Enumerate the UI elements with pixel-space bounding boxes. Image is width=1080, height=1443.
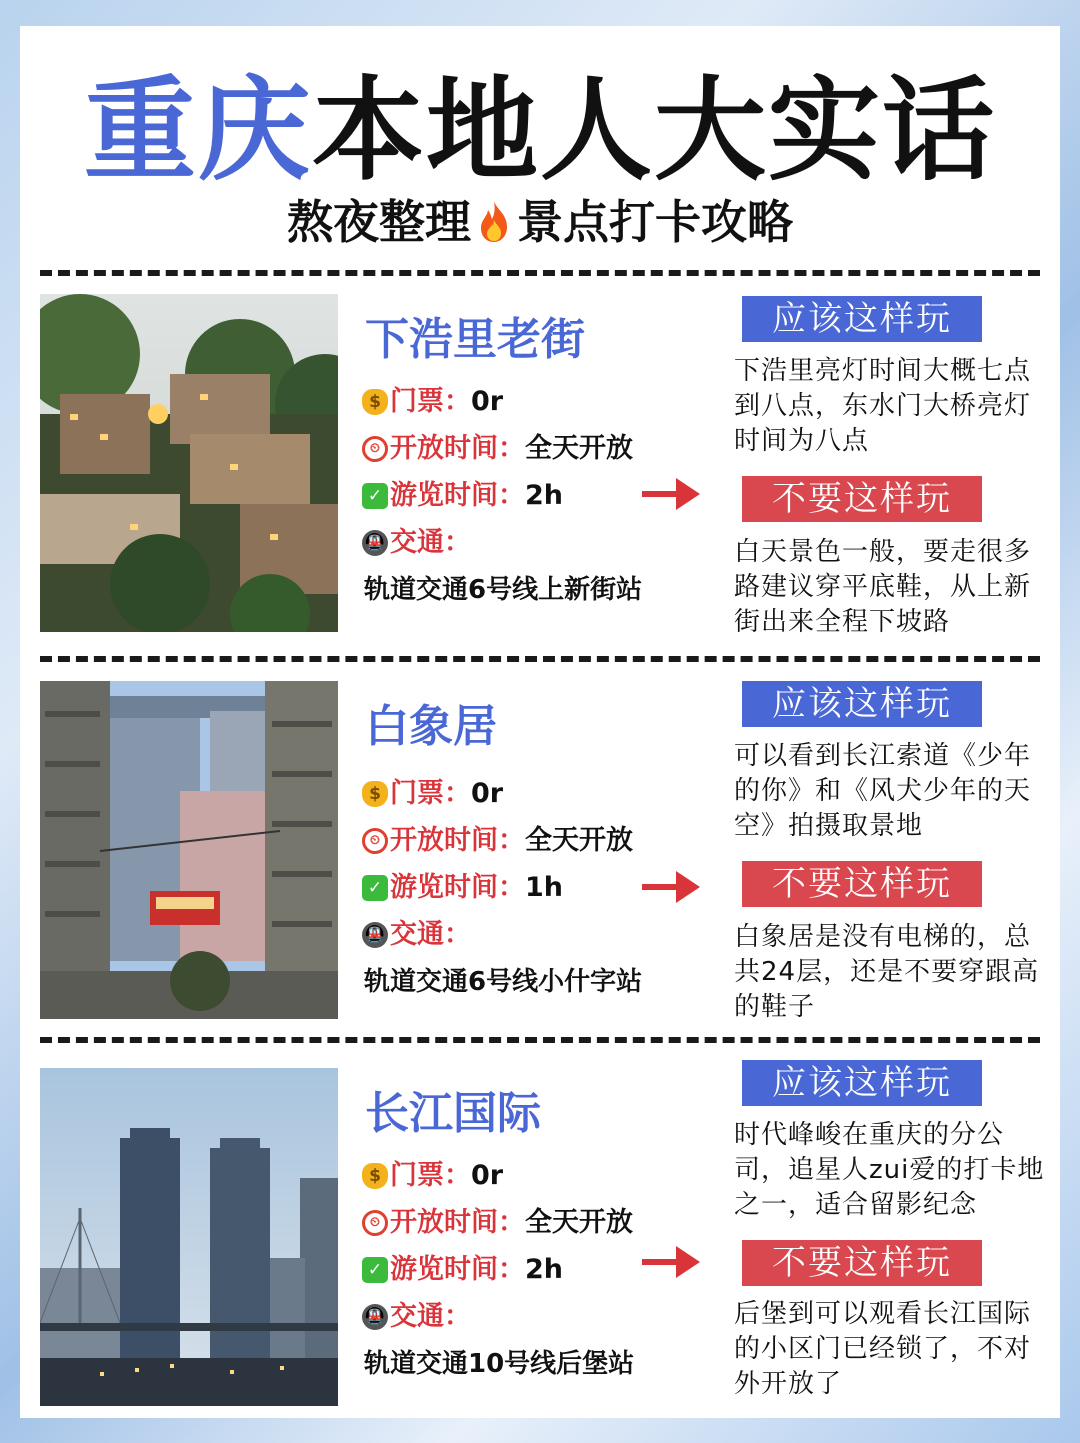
duration-value: 2h [525,1254,564,1285]
duration-label: 游览时间： [390,1254,525,1285]
page-title [20,66,1060,196]
metro-icon: 🚇 [362,530,388,556]
transit-row [362,525,471,561]
money-bag-icon: $ [362,781,388,807]
duration-value: 1h [525,872,564,903]
transit-value: 轨道交通6号线上新街站 [364,575,643,605]
transit-label: 交通： [390,527,471,558]
bad-tag: 不要这样玩 [742,1240,982,1286]
transit-value: 轨道交通10号线后堡站 [364,1349,635,1379]
hours-row [362,1205,633,1241]
divider-1 [40,656,1040,662]
page-subtitle [20,192,1060,252]
divider-2 [40,1037,1040,1043]
fire-icon [471,198,517,244]
ticket-row [362,776,503,812]
subtitle-part-b: 景点打卡攻略 [517,195,793,249]
good-description: 下浩里亮灯时间大概七点到八点，东水门大桥亮灯时间为八点 [734,356,1032,456]
hours-value: 全天开放 [525,1207,633,1238]
ticket-label: 门票： [390,386,471,417]
transit-row [362,1299,471,1335]
duration-row [362,870,563,906]
transit-label: 交通： [390,919,471,950]
metro-icon: 🚇 [362,922,388,948]
hours-label: 开放时间： [390,433,525,464]
bad-description: 白象居是没有电梯的，总共24层，还是不要穿跟高的鞋子 [734,922,1040,1022]
spot-photo-xiahaoli [40,294,338,632]
money-bag-icon: $ [362,389,388,415]
bad-tag: 不要这样玩 [742,861,982,907]
transit-label: 交通： [390,1301,471,1332]
spot-section-1 [20,294,1060,639]
guide-card [20,26,1060,1418]
spot-name: 长江国际 [365,1088,541,1139]
hours-label: 开放时间： [390,825,525,856]
hours-value: 全天开放 [525,825,633,856]
alarm-clock-icon: ⏲ [362,436,388,462]
hours-label: 开放时间： [390,1207,525,1238]
title-city: 重庆 [84,66,312,196]
divider-top [40,270,1040,276]
ticket-label: 门票： [390,1160,471,1191]
duration-label: 游览时间： [390,872,525,903]
ticket-value: 0r [471,778,504,809]
alarm-clock-icon: ⏲ [362,1210,388,1236]
duration-value: 2h [525,480,564,511]
bad-description: 后堡到可以观看长江国际的小区门已经锁了，不对外开放了 [734,1299,1032,1399]
spot-photo-changjiang-guoji [40,1068,338,1406]
title-main: 本地人大实话 [312,66,996,196]
transit-value: 轨道交通6号线小什字站 [364,967,643,997]
hours-row [362,431,633,467]
spot-photo-baixiangju [40,681,338,1019]
ticket-row [362,1158,503,1194]
check-mark-icon: ✓ [362,875,388,901]
ticket-row [362,384,503,420]
money-bag-icon: $ [362,1163,388,1189]
arrow-right-icon [640,474,704,514]
spot-section-3 [20,1063,1060,1413]
ticket-value: 0r [471,1160,504,1191]
bad-description: 白天景色一般，要走很多路建议穿平底鞋，从上新街出来全程下坡路 [734,537,1032,637]
good-description: 可以看到长江索道《少年的你》和《风犬少年的天空》拍摄取景地 [734,741,1032,841]
alarm-clock-icon: ⏲ [362,828,388,854]
hours-value: 全天开放 [525,433,633,464]
check-mark-icon: ✓ [362,483,388,509]
arrow-right-icon [640,1242,704,1282]
transit-row [362,917,471,953]
hours-row [362,823,633,859]
good-tag: 应该这样玩 [742,1060,982,1106]
ticket-value: 0r [471,386,504,417]
duration-row [362,1252,563,1288]
spot-section-2 [20,681,1060,1026]
arrow-right-icon [640,867,704,907]
good-description: 时代峰峻在重庆的分公司，追星人zui爱的打卡地之一，适合留影纪念 [734,1120,1045,1220]
duration-label: 游览时间： [390,480,525,511]
bad-tag: 不要这样玩 [742,476,982,522]
metro-icon: 🚇 [362,1304,388,1330]
duration-row [362,478,563,514]
spot-name: 白象居 [365,701,497,752]
ticket-label: 门票： [390,778,471,809]
check-mark-icon: ✓ [362,1257,388,1283]
good-tag: 应该这样玩 [742,296,982,342]
spot-name: 下浩里老街 [365,314,585,365]
subtitle-part-a: 熬夜整理 [287,195,471,249]
good-tag: 应该这样玩 [742,681,982,727]
